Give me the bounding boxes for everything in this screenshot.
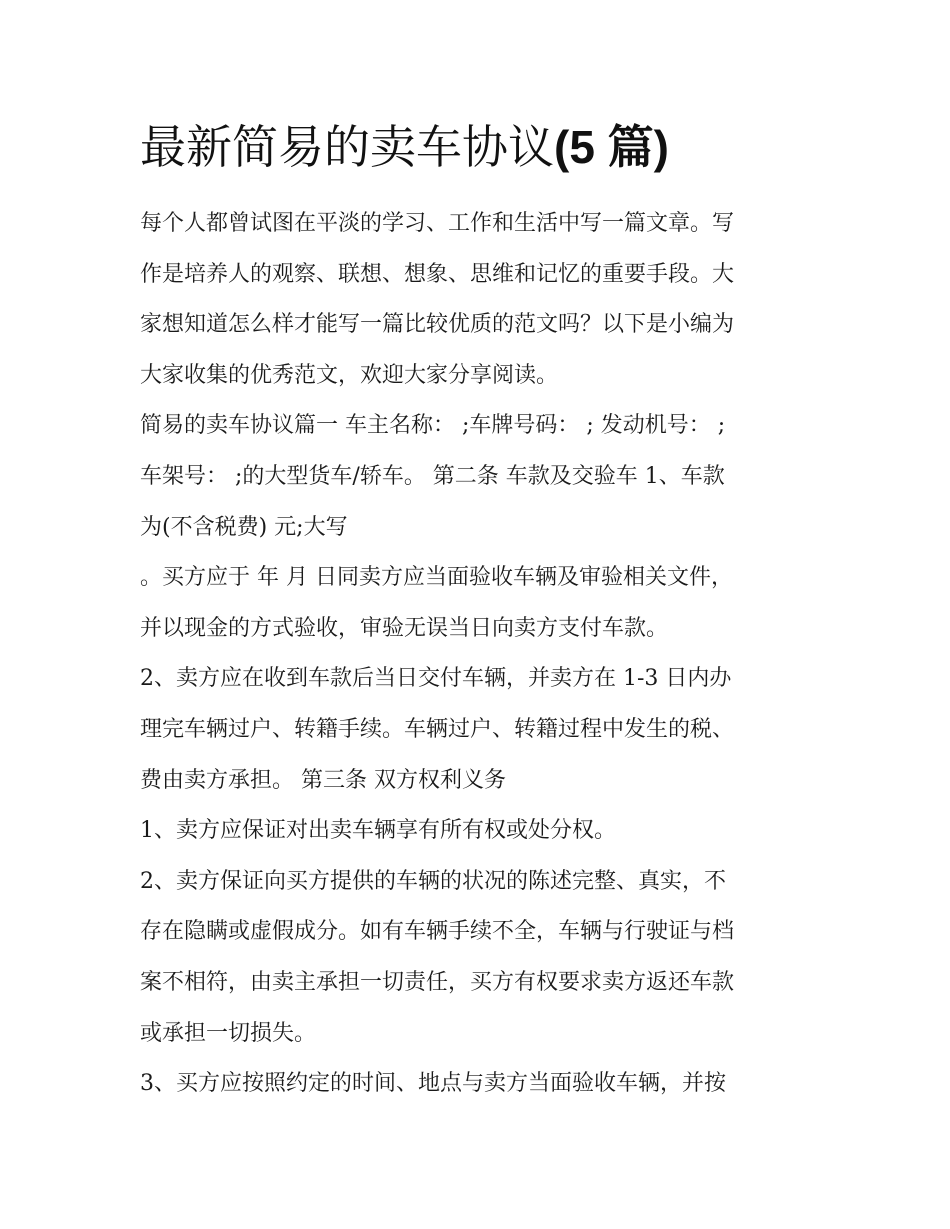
body-line: 理完车辆过户、转籍手续。车辆过户、转籍过程中发生的税、 bbox=[140, 716, 735, 742]
body-line: 1、卖方应保证对出卖车辆享有所有权或处分权。 bbox=[140, 818, 616, 844]
body-line: 每个人都曾试图在平淡的学习、工作和生活中写一篇文章。写 bbox=[140, 211, 735, 236]
body-line: 或承担一切损失。 bbox=[140, 1020, 317, 1046]
body-line: 车架号： ;的大型货车/轿车。 第二条 车款及交验车 1、车款 bbox=[140, 463, 725, 489]
body-line: 2、卖方应在收到车款后当日交付车辆，并卖方在 1-3 日内办 bbox=[140, 666, 732, 692]
body-line: 并以现金的方式验收，审验无误当日向卖方支付车款。 bbox=[140, 615, 669, 641]
document-title-suffix: (5 篇) bbox=[554, 121, 669, 173]
body-line: 3、买方应按照约定的时间、地点与卖方当面验收车辆，并按 bbox=[140, 1071, 726, 1097]
body-line: 为(不含税费) 元;大写 bbox=[140, 514, 348, 540]
body-line: 简易的卖车协议篇一 车主名称： ;车牌号码： ; 发动机号： ; bbox=[140, 413, 726, 439]
body-line: 。买方应于 年 月 日同卖方应当面验收车辆及审验相关文件， bbox=[140, 565, 733, 591]
body-line: 大家收集的优秀范文，欢迎大家分享阅读。 bbox=[140, 362, 559, 388]
document-title bbox=[140, 112, 669, 182]
body-line: 作是培养人的观察、联想、想象、思维和记忆的重要手段。大 bbox=[140, 261, 735, 287]
document-body bbox=[140, 199, 816, 1110]
body-line: 存在隐瞒或虚假成分。如有车辆手续不全，车辆与行驶证与档 bbox=[140, 919, 735, 945]
body-line: 费由卖方承担。 第三条 双方权利义务 bbox=[140, 767, 506, 793]
body-line: 家想知道怎么样才能写一篇比较优质的范文吗？以下是小编为 bbox=[140, 312, 735, 338]
body-line: 2、卖方保证向买方提供的车辆的状况的陈述完整、真实，不 bbox=[140, 868, 726, 894]
body-line: 案不相符，由卖主承担一切责任，买方有权要求卖方返还车款 bbox=[140, 969, 735, 995]
document-title-text: 最新简易的卖车协议 bbox=[140, 120, 554, 174]
